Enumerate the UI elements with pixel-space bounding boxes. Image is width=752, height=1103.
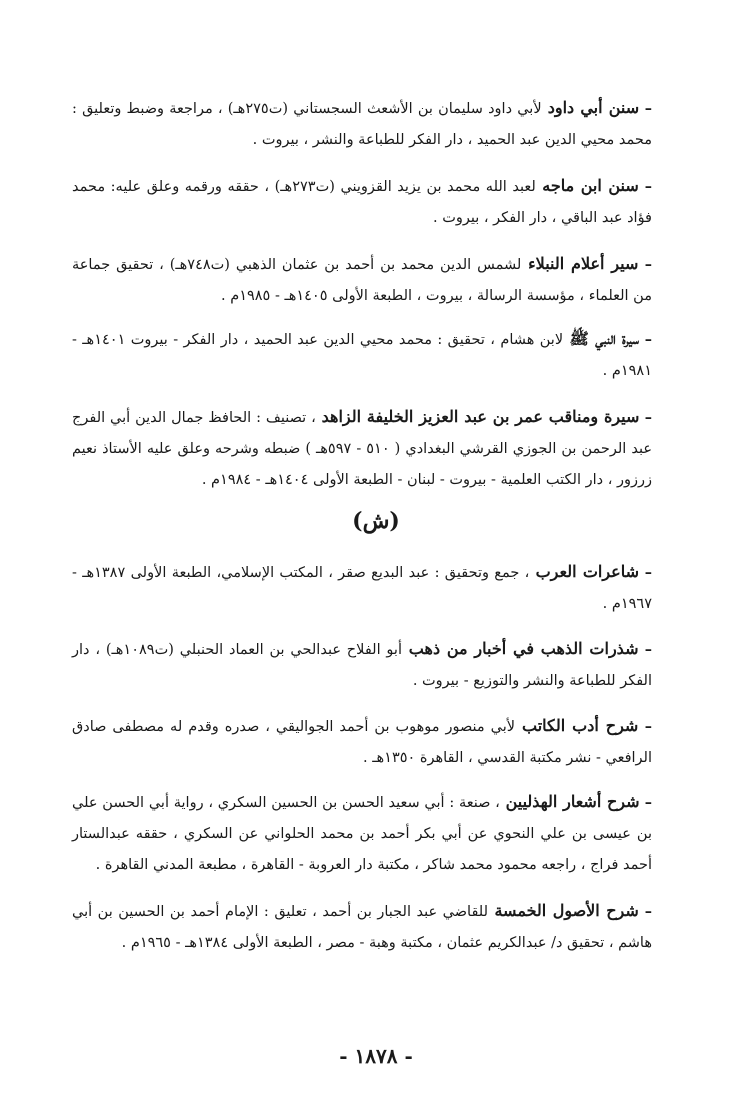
bibliography-entry [72,170,652,234]
bibliography-entry [72,786,652,881]
entry-dash: – [638,564,652,581]
entry-title: شرح الأصول الخمسة [488,901,639,920]
entry-title: سير أعلام النبلاء [521,254,639,273]
entry-dash: – [639,100,653,117]
section-heading: (ش) [352,508,400,534]
bibliography-entry [72,323,652,387]
entry-dash: – [638,178,652,195]
entry-title: سنن أبي داود [541,98,640,117]
bibliography-entry [72,401,652,496]
bibliography-entry [72,92,652,156]
entry-body: ، جمع وتحقيق : عبد البديع صقر ، المكتب الإسلامي، الطبعة الأولى ١٣٨٧هـ - ١٩٦٧م . [72,565,652,612]
entry-dash: – [638,331,653,348]
entry-dash: – [639,409,652,426]
entry-body: لأبي منصور موهوب بن أحمد الجواليقي ، صدره وقدم له مصطفى صادق الرافعي - نشر مكتبة القدسي ، القاهرة ١٣٥٠هـ . [72,719,652,766]
entry-title: شذرات الذهب في أخبار من ذهب [402,639,639,658]
entry-title: سيرة النبي ﷺ [563,329,639,348]
entry-body: لشمس الدين محمد بن أحمد بن عثمان الذهبي (ت٧٤٨هـ) ، تحقيق جماعة من العلماء ، مؤسسة الرسالة ، بيروت ، الطبعة الأولى ١٤٠٥هـ - ١٩٨٥م . [72,257,652,304]
entry-body: أبو الفلاح عبدالحي بن العماد الحنبلي (ت١٠٨٩هـ) ، دار الفكر للطباعة والنشر والتوزيع - بيروت . [72,642,652,689]
entry-dash: – [638,256,652,273]
entry-dash: – [638,903,652,920]
bibliography-entry [72,710,652,774]
entry-title: شرح أدب الكاتب [515,716,639,735]
entry-title: سيرة ومناقب عمر بن عبد العزيز الخليفة الزاهد [315,407,640,426]
entry-title: سنن ابن ماجه [535,176,639,195]
entry-body: ، صنعة : أبي سعيد الحسن بن الحسين السكري ، رواية أبي الحسن علي بن عيسى بن علي النحوي عن أبي بكر أحمد بن محمد الحلواني عن السكري ، حققه عبدالستار أحمد فراج ، راجعه محمود محمد شاكر ، مكتبة دار العروبة - القاهرة ، مطبعة المدني القاهرة . [72,795,652,873]
entry-body: ، تصنيف : الحافظ جمال الدين أبي الفرج عبد الرحمن بن الجوزي القرشي البغدادي ( ٥١٠ - ٥٩٧هـ ) ضبطه وشرحه وعلق عليه الأستاذ نعيم زرزور ، دار الكتب العلمية - بيروت - لبنان - الطبعة الأولى ١٤٠٤هـ - ١٩٨٤م . [72,410,652,488]
bibliography-entry [72,633,652,697]
entry-title: شرح أشعار الهذليين [499,792,640,811]
bibliography-entry [72,248,652,312]
entry-title: شاعرات العرب [529,562,639,581]
page-number: - ١٨٧٨ - [339,1044,413,1068]
bibliography-entry [72,895,652,959]
bibliography-entry [72,556,652,620]
entry-body: لابن هشام ، تحقيق : محمد محيي الدين عبد الحميد ، دار الفكر - بيروت ١٤٠١هـ - ١٩٨١م . [72,332,652,379]
entry-body: لأبي داود سليمان بن الأشعث السجستاني (ت٢٧٥هـ) ، مراجعة وضبط وتعليق : محمد محيي الدين عبد الحميد ، دار الفكر للطباعة والنشر ، بيروت . [72,101,652,148]
entry-body: لعبد الله محمد بن يزيد القزويني (ت٢٧٣هـ) ، حققه ورقمه وعلق عليه: محمد فؤاد عبد الباقي ، دار الفكر ، بيروت . [72,179,652,226]
entry-dash: – [639,794,652,811]
entry-dash: – [638,641,653,658]
entry-body: للقاضي عبد الجبار بن أحمد ، تعليق : الإمام أحمد بن الحسين بن أبي هاشم ، تحقيق د/ عبدالكريم عثمان ، مكتبة وهبة - مصر ، الطبعة الأولى ١٣٨٤هـ - ١٩٦٥م . [72,904,652,951]
entry-dash: – [638,718,652,735]
